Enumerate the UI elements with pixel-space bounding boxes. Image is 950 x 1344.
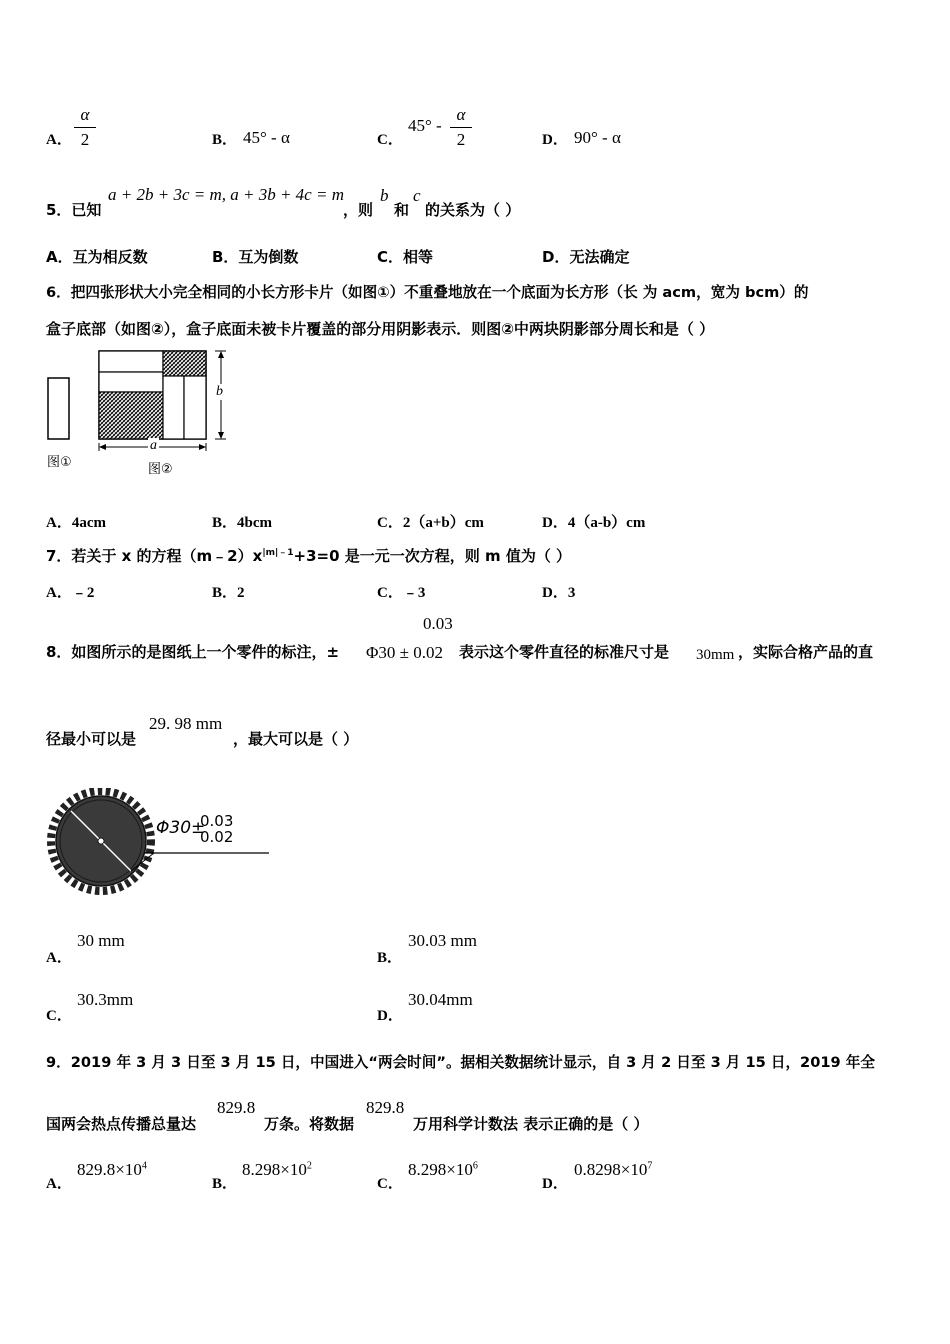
q9-b-base: 8.298×10 (242, 1160, 307, 1179)
q8-line2-prefix: 径最小可以是 (46, 730, 137, 748)
fig2-shaded-bottom-left (99, 392, 163, 439)
gear-center (98, 838, 104, 844)
q7-exponent: |m|﹣1 (262, 548, 294, 558)
q8-tolerance-upper: 0.03 (423, 614, 453, 633)
q9-number-2: 829.8 (366, 1098, 405, 1117)
q9-option-a-value (77, 1160, 147, 1180)
q7-option-d: D．3 (542, 585, 576, 601)
q4-option-c-label: C． (377, 132, 403, 148)
q9-b-exp: 2 (306, 1160, 312, 1172)
q5-option-a: A．互为相反数 (46, 248, 148, 266)
q9-d-base: 0.8298×10 (574, 1160, 648, 1179)
q7-option-b: B．2 (212, 585, 245, 601)
q5-prefix: 5．已知 (46, 201, 102, 219)
q6-option-b: B．4bcm (212, 515, 273, 531)
q9-line2-c: 万用科学计数法 表示正确的是（ ） (413, 1115, 649, 1133)
q6-option-d: D．4（a-b）cm (542, 515, 646, 531)
q9-c-base: 8.298×10 (408, 1160, 473, 1179)
q6-option-c: C．2（a+b）cm (377, 515, 484, 531)
q9-c-exp: 6 (472, 1160, 478, 1172)
q7-option-c: C．﹣3 (377, 585, 426, 601)
fig2-card-vertical-2 (184, 376, 206, 439)
fig2-shaded-top-right (163, 351, 206, 376)
q7-stem (46, 545, 571, 566)
q5-suffix: 的关系为（ ） (425, 201, 521, 219)
fig2-card-top-2 (99, 372, 163, 392)
q5-option-d: D．无法确定 (542, 248, 630, 266)
q8-option-b-label: B． (377, 950, 403, 966)
q8-mid: 表示这个零件直径的标准尺寸是 (459, 643, 670, 661)
q5-option-b: B．互为倒数 (212, 248, 299, 266)
q7-stem-after: +3=0 是一元一次方程，则 m 值为（ ） (293, 547, 572, 565)
q4-option-b-label: B． (212, 132, 238, 148)
q9-line2-a: 国两会热点传播总量达 (46, 1115, 197, 1133)
q9-option-a-label: A． (46, 1176, 72, 1192)
q6-option-a: A．4acm (46, 515, 106, 531)
q9-number-1: 829.8 (217, 1098, 256, 1117)
fig2-card-top-1 (99, 351, 163, 372)
q8-option-a-value: 30 mm (77, 931, 125, 950)
q5-mid1: ，则 (343, 201, 374, 219)
q9-option-c-value (408, 1160, 478, 1180)
q4-option-c-prefix: 45° - (408, 116, 442, 135)
q9-option-b-value (242, 1160, 312, 1180)
q7-stem-before: 7．若关于 x 的方程（m﹣2）x (46, 547, 263, 565)
q6-stem-line1: 6．把四张形状大小完全相同的小长方形卡片（如图①）不重叠地放在一个底面为长方形（长 为 acm，宽为 bcm）的 (46, 284, 809, 301)
q8-prefix: 8．如图所示的是图纸上一个零件的标注，± (46, 643, 340, 661)
q8-gear-figure (44, 788, 274, 896)
q9-d-exp: 7 (647, 1160, 653, 1172)
q4-a-denominator: 2 (80, 130, 90, 149)
q8-symbol: Φ30 ± 0.02 (366, 643, 444, 662)
q9-option-d-value (574, 1160, 652, 1180)
q8-option-a-label: A． (46, 950, 72, 966)
q8-min-value: 29. 98 mm (149, 714, 223, 733)
q4-option-d-value: 90° - α (574, 128, 621, 147)
q7-option-a: A．﹣2 (46, 585, 95, 601)
q4-option-a-label: A． (46, 132, 72, 148)
q8-option-d-value: 30.04mm (408, 990, 473, 1009)
q6-fig-label-a: a (150, 438, 157, 453)
q6-fig2-label: 图② (148, 462, 173, 477)
q8-standard-size: 30mm (696, 647, 735, 663)
q4-option-c-fraction (450, 105, 472, 150)
q9-option-d-label: D． (542, 1176, 568, 1192)
q9-stem-line1: 9．2019 年 3 月 3 日至 3 月 15 日，中国进入“两会时间”。据相关数据统计显示，自 3 月 2 日至 3 月 15 日，2019 年全 (46, 1054, 875, 1071)
q8-option-c-value: 30.3mm (77, 990, 134, 1009)
q8-option-b-value: 30.03 mm (408, 931, 477, 950)
q6-fig1-label: 图① (47, 455, 72, 470)
q5-mid2: 和 (394, 201, 410, 219)
q4-c-denominator: 2 (456, 130, 466, 149)
q8-fig-phi: Φ30± (156, 818, 206, 838)
q8-fig-lower: 0.02 (200, 828, 234, 846)
q8-line2-suffix: ，最大可以是（ ） (233, 730, 359, 748)
q4-option-a-fraction (74, 105, 96, 150)
q5-var-b: b (380, 186, 389, 205)
fig1-card (48, 378, 69, 439)
q8-option-d-label: D． (377, 1008, 403, 1024)
fig2-card-vertical-1 (163, 376, 184, 439)
q4-option-d-label: D． (542, 132, 568, 148)
q9-a-base: 829.8×10 (77, 1160, 142, 1179)
q6-fig-label-b: b (216, 384, 223, 399)
q8-suffix: ，实际合格产品的直 (738, 643, 874, 661)
q5-formula: a + 2b + 3c = m, a + 3b + 4c = m (108, 185, 344, 204)
q9-option-b-label: B． (212, 1176, 238, 1192)
q8-option-c-label: C． (46, 1008, 72, 1024)
q9-a-exp: 4 (141, 1160, 147, 1172)
q4-c-numerator: α (456, 105, 466, 124)
q4-option-b-value: 45° - α (243, 128, 290, 147)
q9-option-c-label: C． (377, 1176, 403, 1192)
q8-fig-upper: 0.03 (200, 812, 234, 830)
q5-option-c: C．相等 (377, 248, 434, 266)
q6-stem-line2: 盒子底部（如图②），盒子底面未被卡片覆盖的部分用阴影表示．则图②中两块阴影部分周长和是（ ） (46, 320, 715, 338)
q4-a-numerator: α (80, 105, 90, 124)
q5-var-c: c (413, 186, 421, 205)
q9-line2-b: 万条。将数据 (264, 1115, 355, 1133)
